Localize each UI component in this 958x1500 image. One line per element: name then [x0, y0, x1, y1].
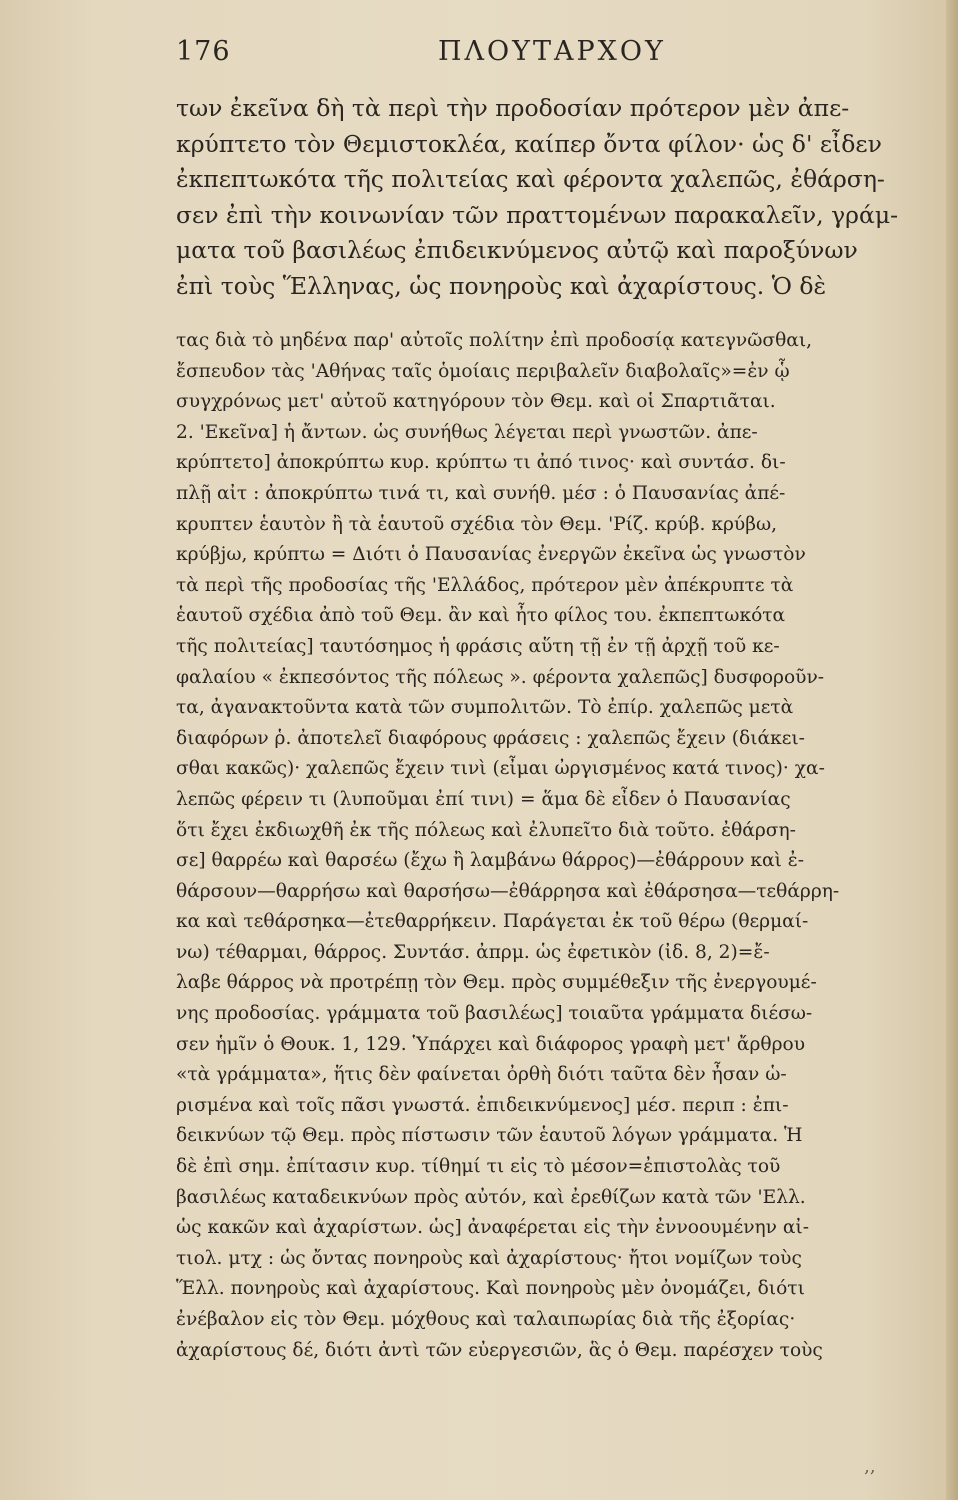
main-text-line: των ἐκεῖνα δὴ τὰ περὶ τὴν προδοσίαν πρότερον μὲν ἀπε-	[176, 94, 850, 122]
note-line: τα, ἀγανακτοῦντα κατὰ τῶν συμπολιτῶν. Τὸ ἐπίρ. χαλεπῶς μετὰ	[176, 697, 794, 719]
note-line: 2. 'Εκεῖνα] ἡ ἄντων. ὡς συνήθως λέγεται περὶ γνωστῶν. ἀπε-	[176, 421, 758, 443]
note-line: λαβε θάρρος νὰ προτρέπῃ τὸν Θεμ. πρὸς συμμέθεξιν τῆς ἐνεργουμέ-	[176, 972, 817, 994]
running-title: ΠΛΟΥΤΑΡΧΟΥ	[438, 36, 666, 67]
note-line: ἀχαρίστους δέ, διότι ἀντὶ τῶν εὐεργεσιῶν, ἃς ὁ Θεμ. παρέσχεν τοὺς	[176, 1339, 823, 1361]
main-text-line: σεν ἐπὶ τὴν κοινωνίαν τῶν πραττομένων παρακαλεῖν, γράμ-	[176, 200, 899, 229]
main-text-line: κρύπτετο τὸν Θεμιστοκλέα, καίπερ ὄντα φίλον· ὡς δ' εἶδεν	[176, 129, 882, 158]
note-line: συγχρόνως μετ' αὐτοῦ κατηγόρουν τὸν Θεμ. καὶ οἱ Σπαρτιᾶται.	[176, 391, 776, 413]
note-line: βασιλέως καταδεικνύων πρὸς αὐτόν, καὶ ἐρεθίζων κατὰ τῶν 'Ελλ.	[176, 1186, 806, 1208]
note-line: κα καὶ τεθάρσηκα—ἐτεθαρρήκειν. Παράγεται ἐκ τοῦ θέρω (θερμαί-	[176, 911, 809, 933]
note-line: λεπῶς φέρειν τι (λυποῦμαι ἐπί τινι) = ἅμα δὲ εἶδεν ὁ Παυσανίας	[176, 788, 791, 810]
note-line: δὲ ἐπὶ σημ. ἐπίτασιν κυρ. τίθημί τι εἰς τὸ μέσον=ἐπιστολὰς τοῦ	[176, 1156, 781, 1178]
note-line: σεν ἡμῖν ὁ Θουκ. 1, 129. Ὑπάρχει καὶ διάφορος γραφὴ μετ' ἄρθρου	[176, 1033, 806, 1055]
note-line: τιολ. μτχ : ὡς ὄντας πονηροὺς καὶ ἀχαρίστους· ἤτοι νομίζων τοὺς	[176, 1247, 802, 1269]
main-text	[176, 91, 902, 304]
note-line: φαλαίου « ἐκπεσόντος τῆς πόλεως ». φέροντα χαλεπῶς] δυσφοροῦν-	[176, 666, 825, 688]
note-line: πλῇ αἰτ : ἀποκρύπτω τινά τι, καὶ συνήθ. μέσ : ὁ Παυσανίας ἀπέ-	[176, 482, 786, 504]
main-text-line: ἐκπεπτωκότα τῆς πολιτείας καὶ φέροντα χαλεπῶς, ἐθάρση-	[176, 165, 885, 193]
bottom-mark: ‚‚	[864, 1456, 876, 1477]
note-line: διαφόρων ῥ. ἀποτελεῖ διαφόρους φράσεις : χαλεπῶς ἔχειν (διάκει-	[176, 727, 805, 749]
page-header	[176, 36, 876, 76]
note-line: νω) τέθαρμαι, θάρρος. Συντάσ. ἀπρμ. ὡς ἐφετικὸν (ἰδ. 8, 2)=ἔ-	[176, 941, 770, 963]
note-line: τῆς πολιτείας] ταυτόσημος ἡ φράσις αὕτη τῇ ἐν τῇ ἀρχῇ τοῦ κε-	[176, 635, 780, 657]
note-line: σε] θαρρέω καὶ θαρσέω (ἔχω ἢ λαμβάνω θάρρος)—ἐθάρρουν καὶ ἐ-	[176, 850, 805, 872]
note-line: τας διὰ τὸ μηδένα παρ' αὐτοῖς πολίτην ἐπὶ προδοσίᾳ κατεγνῶσθαι,	[176, 330, 813, 351]
note-line: «τὰ γράμματα», ἥτις δὲν φαίνεται ὀρθὴ διότι ταῦτα δὲν ἦσαν ὡ-	[176, 1064, 787, 1086]
page-number: 176	[176, 36, 231, 67]
note-line: ἔσπευδον τὰς 'Αθήνας ταῖς ὁμοίαις περιβαλεῖν διαβολαῖς»=ἐν ᾧ	[176, 360, 790, 382]
note-line: κρύπτετο] ἀποκρύπτω κυρ. κρύπτω τι ἀπό τινος· καὶ συντάσ. δι-	[176, 452, 786, 474]
main-text-line: ἐπὶ τοὺς Ἕλληνας, ὡς πονηροὺς καὶ ἀχαρίστους. Ὁ δὲ	[176, 271, 827, 300]
commentary-notes	[176, 326, 904, 1366]
note-line: σθαι κακῶς)· χαλεπῶς ἔχειν τινὶ (εἶμαι ὠργισμένος κατά τινος)· χα-	[176, 758, 825, 780]
page-edge	[946, 0, 958, 1500]
note-line: κρύβjω, κρύπτω = Διότι ὁ Παυσανίας ἐνεργῶν ἐκεῖνα ὡς γνωστὸν	[176, 544, 806, 566]
note-line: νης προδοσίας. γράμματα τοῦ βασιλέως] τοιαῦτα γράμματα διέσω-	[176, 1003, 813, 1025]
note-line: τὰ περὶ τῆς προδοσίας τῆς 'Ελλάδος, πρότερον μὲν ἀπέκρυπτε τὰ	[176, 574, 794, 596]
note-line: Ἕλλ. πονηροὺς καὶ ἀχαρίστους. Καὶ πονηροὺς μὲν ὀνομάζει, διότι	[176, 1278, 805, 1300]
main-text-line: ματα τοῦ βασιλέως ἐπιδεικνύμενος αὐτῷ καὶ παροξύνων	[176, 236, 858, 264]
note-line: ἑαυτοῦ σχέδια ἀπὸ τοῦ Θεμ. ἂν καὶ ἦτο φίλος του. ἐκπεπτωκότα	[176, 605, 786, 627]
note-line: κρυπτεν ἑαυτὸν ἢ τὰ ἑαυτοῦ σχέδια τὸν Θεμ. 'Ρίζ. κρύβ. κρύβω,	[176, 513, 778, 535]
note-line: ἐνέβαλον εἰς τὸν Θεμ. μόχθους καὶ ταλαιπωρίας διὰ τῆς ἐξορίας·	[176, 1309, 796, 1330]
note-line: ρισμένα καὶ τοῖς πᾶσι γνωστά. ἐπιδεικνύμενος] μέσ. περιπ : ἐπι-	[176, 1094, 789, 1116]
note-line: ὡς κακῶν καὶ ἀχαρίστων. ὡς] ἀναφέρεται εἰς τὴν ἐννοουμένην αἰ-	[176, 1217, 809, 1239]
note-line: δεικνύων τῷ Θεμ. πρὸς πίστωσιν τῶν ἑαυτοῦ λόγων γράμματα. Ἡ	[176, 1125, 803, 1147]
note-line: ὅτι ἔχει ἐκδιωχθῆ ἐκ τῆς πόλεως καὶ ἐλυπεῖτο διὰ τοῦτο. ἐθάρση-	[176, 819, 796, 841]
note-line: θάρσουν—θαρρήσω καὶ θαρσήσω—ἐθάρρησα καὶ ἐθάρσησα—τεθάρρη-	[176, 880, 840, 902]
